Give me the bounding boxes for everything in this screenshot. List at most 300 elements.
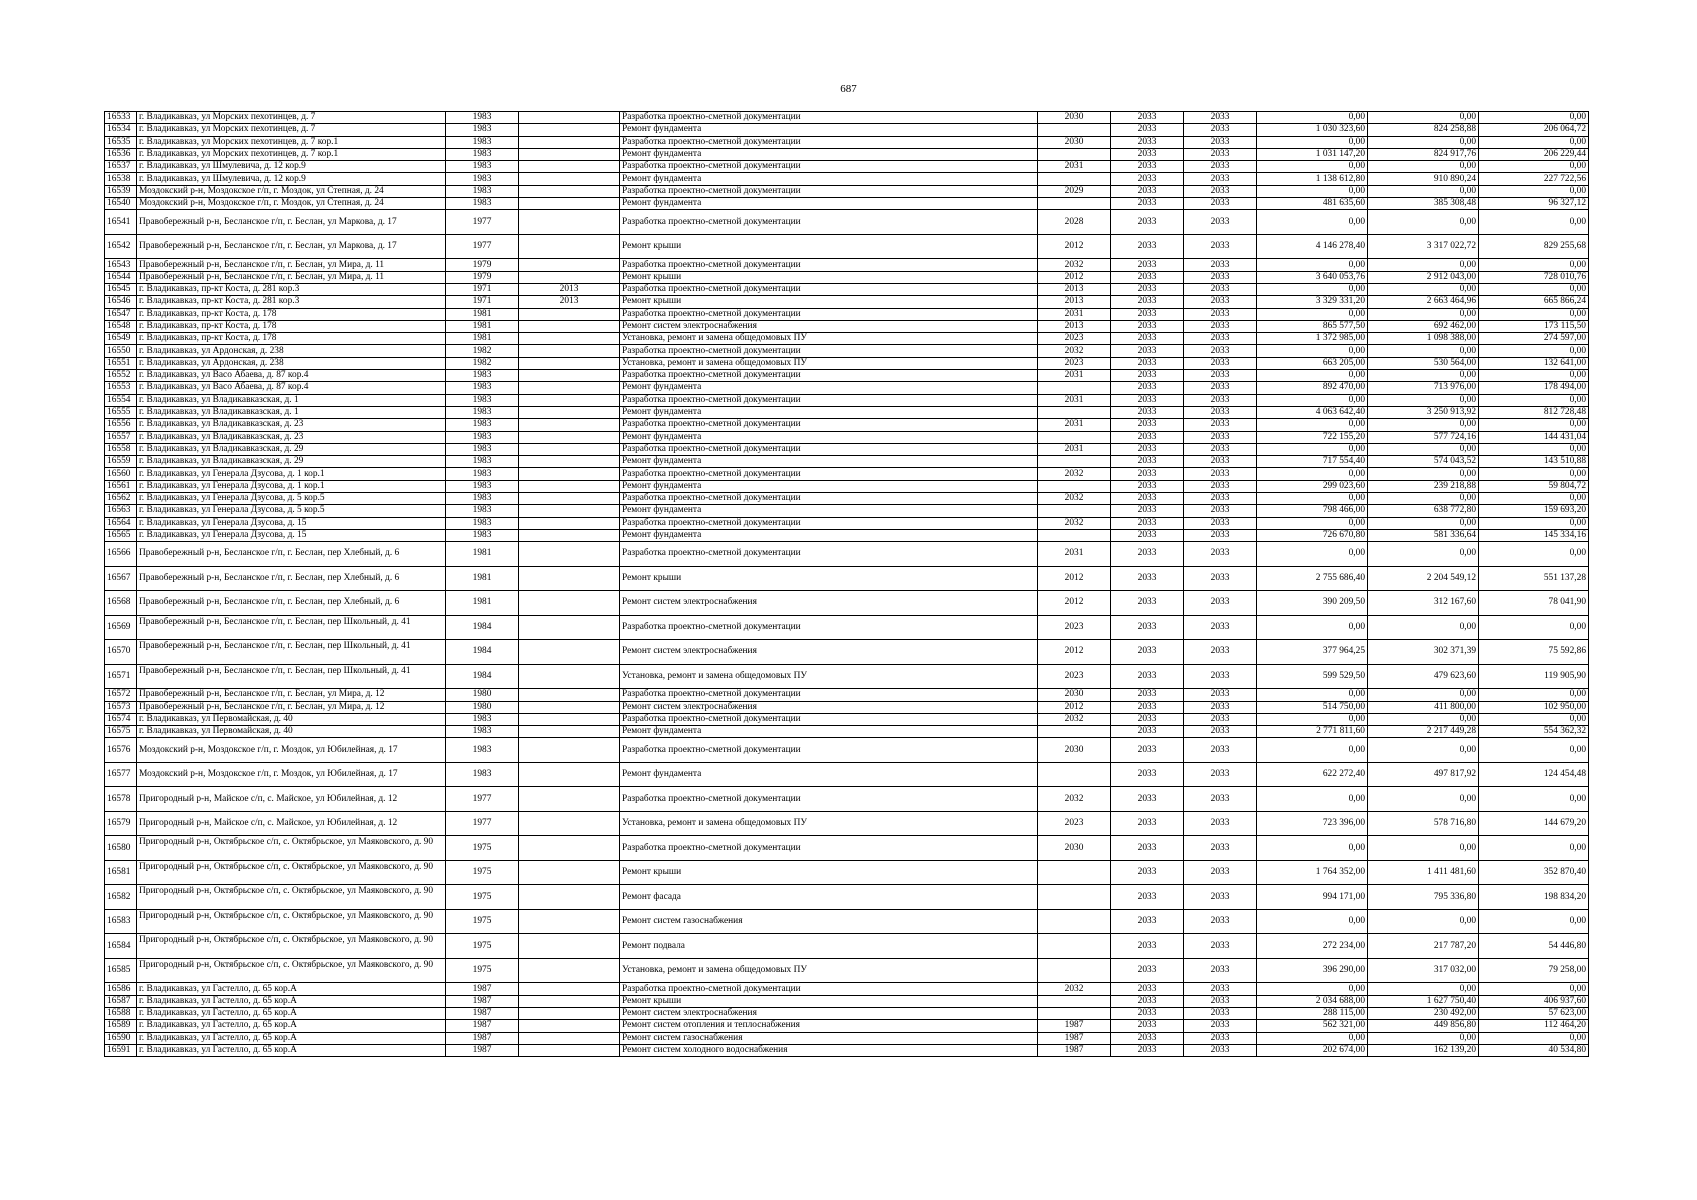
last-repair-year-cell [519, 406, 620, 418]
start-year-cell: 2033 [1111, 456, 1184, 468]
build-year-cell: 1981 [446, 542, 519, 567]
fund-cost-cell: 0,00 [1368, 517, 1479, 529]
build-year-cell: 1983 [446, 198, 519, 210]
table-row [105, 566, 1589, 591]
end-year-cell: 2033 [1184, 210, 1257, 235]
fund-cost-cell: 1 627 750,40 [1368, 995, 1479, 1007]
planned-year-cell: 2013 [1038, 296, 1111, 308]
row-number: 16534 [105, 124, 137, 136]
last-repair-year-cell [519, 320, 620, 332]
end-year-cell: 2033 [1184, 1044, 1257, 1056]
address-cell: Пригородный р-н, Октябрьское с/п, с. Октябрьское, ул Маяковского, д. 90 [137, 958, 446, 983]
build-year-cell: 1983 [446, 762, 519, 787]
address-cell: г. Владикавказ, ул Ардонская, д. 238 [137, 357, 446, 369]
owner-cost-cell: 0,00 [1479, 517, 1589, 529]
owner-cost-cell: 102 950,00 [1479, 701, 1589, 713]
last-repair-year-cell [519, 542, 620, 567]
build-year-cell: 1979 [446, 259, 519, 271]
last-repair-year-cell [519, 909, 620, 934]
total-cost-cell: 865 577,50 [1257, 320, 1368, 332]
planned-year-cell: 2030 [1038, 836, 1111, 861]
last-repair-year-cell [519, 689, 620, 701]
owner-cost-cell: 554 362,32 [1479, 726, 1589, 738]
planned-year-cell [1038, 431, 1111, 443]
end-year-cell: 2033 [1184, 161, 1257, 173]
fund-cost-cell: 3 317 022,72 [1368, 234, 1479, 259]
total-cost-cell: 663 205,00 [1257, 357, 1368, 369]
table-row [105, 664, 1589, 689]
row-number: 16565 [105, 529, 137, 541]
table-row [105, 382, 1589, 394]
owner-cost-cell: 144 431,04 [1479, 431, 1589, 443]
address-cell: Пригородный р-н, Октябрьское с/п, с. Октябрьское, ул Маяковского, д. 90 [137, 934, 446, 959]
owner-cost-cell: 0,00 [1479, 689, 1589, 701]
build-year-cell: 1981 [446, 333, 519, 345]
table-row [105, 983, 1589, 995]
address-cell: г. Владикавказ, пр-кт Коста, д. 281 кор.3 [137, 296, 446, 308]
end-year-cell: 2033 [1184, 320, 1257, 332]
table-row [105, 210, 1589, 235]
total-cost-cell: 0,00 [1257, 283, 1368, 295]
total-cost-cell: 481 635,60 [1257, 198, 1368, 210]
owner-cost-cell: 206 229,44 [1479, 148, 1589, 160]
work-type-cell: Ремонт фундамента [620, 762, 1038, 787]
address-cell: г. Владикавказ, ул Владикавказская, д. 23 [137, 419, 446, 431]
owner-cost-cell: 0,00 [1479, 787, 1589, 812]
fund-cost-cell: 411 800,00 [1368, 701, 1479, 713]
address-cell: г. Владикавказ, ул Гастелло, д. 65 кор.А [137, 1007, 446, 1019]
row-number: 16535 [105, 136, 137, 148]
start-year-cell: 2033 [1111, 468, 1184, 480]
address-cell: г. Владикавказ, ул Гастелло, д. 65 кор.А [137, 995, 446, 1007]
build-year-cell: 1983 [446, 713, 519, 725]
fund-cost-cell: 0,00 [1368, 836, 1479, 861]
build-year-cell: 1977 [446, 234, 519, 259]
fund-cost-cell: 0,00 [1368, 1032, 1479, 1044]
build-year-cell: 1983 [446, 726, 519, 738]
work-type-cell: Разработка проектно-сметной документации [620, 517, 1038, 529]
table-row [105, 419, 1589, 431]
owner-cost-cell: 728 010,76 [1479, 271, 1589, 283]
total-cost-cell: 0,00 [1257, 185, 1368, 197]
owner-cost-cell: 0,00 [1479, 161, 1589, 173]
row-number: 16545 [105, 283, 137, 295]
end-year-cell: 2033 [1184, 909, 1257, 934]
table-row [105, 1032, 1589, 1044]
planned-year-cell: 2029 [1038, 185, 1111, 197]
start-year-cell: 2033 [1111, 726, 1184, 738]
fund-cost-cell: 0,00 [1368, 185, 1479, 197]
planned-year-cell [1038, 1007, 1111, 1019]
fund-cost-cell: 0,00 [1368, 370, 1479, 382]
total-cost-cell: 4 146 278,40 [1257, 234, 1368, 259]
end-year-cell: 2033 [1184, 431, 1257, 443]
planned-year-cell: 2031 [1038, 370, 1111, 382]
work-type-cell: Разработка проектно-сметной документации [620, 713, 1038, 725]
owner-cost-cell: 0,00 [1479, 112, 1589, 124]
work-type-cell: Разработка проектно-сметной документации [620, 493, 1038, 505]
planned-year-cell: 2032 [1038, 493, 1111, 505]
table-row [105, 198, 1589, 210]
fund-cost-cell: 2 204 549,12 [1368, 566, 1479, 591]
work-type-cell: Ремонт фундамента [620, 529, 1038, 541]
work-type-cell: Разработка проектно-сметной документации [620, 259, 1038, 271]
owner-cost-cell: 0,00 [1479, 283, 1589, 295]
address-cell: г. Владикавказ, пр-кт Коста, д. 178 [137, 308, 446, 320]
address-cell: Правобережный р-н, Бесланское г/п, г. Беслан, ул Мира, д. 11 [137, 259, 446, 271]
owner-cost-cell: 0,00 [1479, 443, 1589, 455]
work-type-cell: Ремонт крыши [620, 995, 1038, 1007]
row-number: 16575 [105, 726, 137, 738]
row-number: 16573 [105, 701, 137, 713]
total-cost-cell: 994 171,00 [1257, 885, 1368, 910]
work-type-cell: Ремонт фундамента [620, 198, 1038, 210]
total-cost-cell: 3 329 331,20 [1257, 296, 1368, 308]
end-year-cell: 2033 [1184, 173, 1257, 185]
start-year-cell: 2033 [1111, 995, 1184, 1007]
work-type-cell: Ремонт систем электроснабжения [620, 640, 1038, 665]
build-year-cell: 1977 [446, 787, 519, 812]
fund-cost-cell: 638 772,80 [1368, 505, 1479, 517]
row-number: 16564 [105, 517, 137, 529]
work-type-cell: Ремонт фундамента [620, 382, 1038, 394]
end-year-cell: 2033 [1184, 406, 1257, 418]
planned-year-cell: 2030 [1038, 738, 1111, 763]
start-year-cell: 2033 [1111, 333, 1184, 345]
end-year-cell: 2033 [1184, 983, 1257, 995]
end-year-cell: 2033 [1184, 296, 1257, 308]
work-type-cell: Разработка проектно-сметной документации [620, 542, 1038, 567]
address-cell: Правобережный р-н, Бесланское г/п, г. Беслан, ул Маркова, д. 17 [137, 234, 446, 259]
owner-cost-cell: 0,00 [1479, 493, 1589, 505]
row-number: 16558 [105, 443, 137, 455]
build-year-cell: 1983 [446, 529, 519, 541]
work-type-cell: Ремонт крыши [620, 296, 1038, 308]
table-row [105, 995, 1589, 1007]
row-number: 16584 [105, 934, 137, 959]
last-repair-year-cell [519, 234, 620, 259]
table-row [105, 1007, 1589, 1019]
row-number: 16569 [105, 615, 137, 640]
build-year-cell: 1982 [446, 345, 519, 357]
work-type-cell: Разработка проектно-сметной документации [620, 983, 1038, 995]
owner-cost-cell: 0,00 [1479, 419, 1589, 431]
start-year-cell: 2033 [1111, 394, 1184, 406]
last-repair-year-cell [519, 1044, 620, 1056]
planned-year-cell: 1987 [1038, 1044, 1111, 1056]
table-row [105, 320, 1589, 332]
last-repair-year-cell [519, 271, 620, 283]
total-cost-cell: 0,00 [1257, 713, 1368, 725]
total-cost-cell: 390 209,50 [1257, 591, 1368, 616]
owner-cost-cell: 145 334,16 [1479, 529, 1589, 541]
end-year-cell: 2033 [1184, 701, 1257, 713]
end-year-cell: 2033 [1184, 738, 1257, 763]
last-repair-year-cell [519, 713, 620, 725]
last-repair-year-cell [519, 664, 620, 689]
row-number: 16550 [105, 345, 137, 357]
owner-cost-cell: 0,00 [1479, 185, 1589, 197]
owner-cost-cell: 0,00 [1479, 713, 1589, 725]
planned-year-cell: 2012 [1038, 701, 1111, 713]
total-cost-cell: 4 063 642,40 [1257, 406, 1368, 418]
planned-year-cell: 1987 [1038, 1020, 1111, 1032]
last-repair-year-cell [519, 591, 620, 616]
end-year-cell: 2033 [1184, 370, 1257, 382]
total-cost-cell: 0,00 [1257, 308, 1368, 320]
table-row [105, 542, 1589, 567]
address-cell: г. Владикавказ, ул Владикавказская, д. 29 [137, 443, 446, 455]
owner-cost-cell: 0,00 [1479, 345, 1589, 357]
address-cell: г. Владикавказ, ул Владикавказская, д. 1 [137, 394, 446, 406]
last-repair-year-cell [519, 124, 620, 136]
planned-year-cell [1038, 762, 1111, 787]
fund-cost-cell: 0,00 [1368, 738, 1479, 763]
total-cost-cell: 892 470,00 [1257, 382, 1368, 394]
start-year-cell: 2033 [1111, 517, 1184, 529]
address-cell: г. Владикавказ, ул Первомайская, д. 40 [137, 713, 446, 725]
end-year-cell: 2033 [1184, 836, 1257, 861]
total-cost-cell: 288 115,00 [1257, 1007, 1368, 1019]
table-row [105, 370, 1589, 382]
owner-cost-cell: 178 494,00 [1479, 382, 1589, 394]
address-cell: Правобережный р-н, Бесланское г/п, г. Беслан, пер Школьный, д. 41 [137, 664, 446, 689]
build-year-cell: 1987 [446, 995, 519, 1007]
table-row [105, 333, 1589, 345]
fund-cost-cell: 0,00 [1368, 615, 1479, 640]
owner-cost-cell: 96 327,12 [1479, 198, 1589, 210]
row-number: 16539 [105, 185, 137, 197]
total-cost-cell: 202 674,00 [1257, 1044, 1368, 1056]
last-repair-year-cell [519, 505, 620, 517]
start-year-cell: 2033 [1111, 591, 1184, 616]
work-type-cell: Установка, ремонт и замена общедомовых ПУ [620, 357, 1038, 369]
last-repair-year-cell [519, 983, 620, 995]
last-repair-year-cell [519, 210, 620, 235]
build-year-cell: 1984 [446, 615, 519, 640]
owner-cost-cell: 124 454,48 [1479, 762, 1589, 787]
total-cost-cell: 0,00 [1257, 112, 1368, 124]
work-type-cell: Ремонт систем электроснабжения [620, 1007, 1038, 1019]
table-row [105, 480, 1589, 492]
row-number: 16543 [105, 259, 137, 271]
build-year-cell: 1981 [446, 308, 519, 320]
build-year-cell: 1983 [446, 185, 519, 197]
last-repair-year-cell [519, 173, 620, 185]
build-year-cell: 1977 [446, 811, 519, 836]
fund-cost-cell: 0,00 [1368, 259, 1479, 271]
build-year-cell: 1984 [446, 664, 519, 689]
start-year-cell: 2033 [1111, 689, 1184, 701]
address-cell: г. Владикавказ, ул Генерала Дзусова, д. 15 [137, 529, 446, 541]
address-cell: Моздокский р-н, Моздокское г/п, г. Моздок, ул Степная, д. 24 [137, 198, 446, 210]
total-cost-cell: 272 234,00 [1257, 934, 1368, 959]
planned-year-cell: 2023 [1038, 664, 1111, 689]
end-year-cell: 2033 [1184, 259, 1257, 271]
address-cell: Пригородный р-н, Октябрьское с/п, с. Октябрьское, ул Маяковского, д. 90 [137, 885, 446, 910]
owner-cost-cell: 551 137,28 [1479, 566, 1589, 591]
fund-cost-cell: 574 043,52 [1368, 456, 1479, 468]
address-cell: г. Владикавказ, пр-кт Коста, д. 178 [137, 320, 446, 332]
total-cost-cell: 0,00 [1257, 345, 1368, 357]
total-cost-cell: 0,00 [1257, 468, 1368, 480]
planned-year-cell: 2031 [1038, 419, 1111, 431]
address-cell: г. Владикавказ, ул Генерала Дзусова, д. 1 кор.1 [137, 480, 446, 492]
work-type-cell: Ремонт крыши [620, 234, 1038, 259]
fund-cost-cell: 0,00 [1368, 112, 1479, 124]
fund-cost-cell: 0,00 [1368, 345, 1479, 357]
end-year-cell: 2033 [1184, 885, 1257, 910]
total-cost-cell: 514 750,00 [1257, 701, 1368, 713]
last-repair-year-cell [519, 615, 620, 640]
fund-cost-cell: 239 218,88 [1368, 480, 1479, 492]
address-cell: Пригородный р-н, Октябрьское с/п, с. Октябрьское, ул Маяковского, д. 90 [137, 860, 446, 885]
planned-year-cell: 2013 [1038, 283, 1111, 295]
work-type-cell: Ремонт фундамента [620, 124, 1038, 136]
start-year-cell: 2033 [1111, 357, 1184, 369]
owner-cost-cell: 173 115,50 [1479, 320, 1589, 332]
owner-cost-cell: 159 693,20 [1479, 505, 1589, 517]
start-year-cell: 2033 [1111, 566, 1184, 591]
address-cell: г. Владикавказ, пр-кт Коста, д. 178 [137, 333, 446, 345]
fund-cost-cell: 449 856,80 [1368, 1020, 1479, 1032]
build-year-cell: 1971 [446, 283, 519, 295]
end-year-cell: 2033 [1184, 664, 1257, 689]
fund-cost-cell: 385 308,48 [1368, 198, 1479, 210]
table-row [105, 443, 1589, 455]
start-year-cell: 2033 [1111, 345, 1184, 357]
planned-year-cell [1038, 909, 1111, 934]
planned-year-cell: 2030 [1038, 689, 1111, 701]
build-year-cell: 1983 [446, 148, 519, 160]
build-year-cell: 1980 [446, 689, 519, 701]
address-cell: г. Владикавказ, ул Васо Абаева, д. 87 кор.4 [137, 382, 446, 394]
row-number: 16588 [105, 1007, 137, 1019]
row-number: 16537 [105, 161, 137, 173]
address-cell: Пригородный р-н, Майское с/п, с. Майское, ул Юбилейная, д. 12 [137, 811, 446, 836]
planned-year-cell: 2031 [1038, 394, 1111, 406]
build-year-cell: 1975 [446, 909, 519, 934]
work-type-cell: Установка, ремонт и замена общедомовых ПУ [620, 664, 1038, 689]
row-number: 16560 [105, 468, 137, 480]
last-repair-year-cell [519, 640, 620, 665]
fund-cost-cell: 577 724,16 [1368, 431, 1479, 443]
end-year-cell: 2033 [1184, 456, 1257, 468]
build-year-cell: 1983 [446, 443, 519, 455]
planned-year-cell [1038, 860, 1111, 885]
table-row [105, 283, 1589, 295]
planned-year-cell: 2032 [1038, 259, 1111, 271]
work-type-cell: Установка, ремонт и замена общедомовых ПУ [620, 811, 1038, 836]
table-row [105, 112, 1589, 124]
fund-cost-cell: 0,00 [1368, 443, 1479, 455]
last-repair-year-cell [519, 382, 620, 394]
address-cell: Правобережный р-н, Бесланское г/п, г. Беслан, пер Школьный, д. 41 [137, 615, 446, 640]
planned-year-cell: 2032 [1038, 468, 1111, 480]
table-row [105, 811, 1589, 836]
start-year-cell: 2033 [1111, 271, 1184, 283]
work-type-cell: Ремонт крыши [620, 271, 1038, 283]
start-year-cell: 2033 [1111, 382, 1184, 394]
table-row [105, 259, 1589, 271]
build-year-cell: 1980 [446, 701, 519, 713]
last-repair-year-cell [519, 726, 620, 738]
end-year-cell: 2033 [1184, 934, 1257, 959]
owner-cost-cell: 352 870,40 [1479, 860, 1589, 885]
start-year-cell: 2033 [1111, 210, 1184, 235]
total-cost-cell: 0,00 [1257, 493, 1368, 505]
start-year-cell: 2033 [1111, 885, 1184, 910]
build-year-cell: 1983 [446, 406, 519, 418]
work-type-cell: Разработка проектно-сметной документации [620, 443, 1038, 455]
address-cell: г. Владикавказ, ул Владикавказская, д. 1 [137, 406, 446, 418]
fund-cost-cell: 162 139,20 [1368, 1044, 1479, 1056]
work-type-cell: Разработка проектно-сметной документации [620, 185, 1038, 197]
work-type-cell: Разработка проектно-сметной документации [620, 283, 1038, 295]
start-year-cell: 2033 [1111, 406, 1184, 418]
work-type-cell: Разработка проектно-сметной документации [620, 468, 1038, 480]
build-year-cell: 1982 [446, 357, 519, 369]
address-cell: г. Владикавказ, ул Генерала Дзусова, д. 15 [137, 517, 446, 529]
last-repair-year-cell [519, 148, 620, 160]
end-year-cell: 2033 [1184, 124, 1257, 136]
last-repair-year-cell [519, 529, 620, 541]
table-row [105, 124, 1589, 136]
work-type-cell: Разработка проектно-сметной документации [620, 738, 1038, 763]
work-type-cell: Ремонт фундамента [620, 148, 1038, 160]
row-number: 16553 [105, 382, 137, 394]
table-row [105, 456, 1589, 468]
build-year-cell: 1987 [446, 1007, 519, 1019]
start-year-cell: 2033 [1111, 811, 1184, 836]
last-repair-year-cell [519, 136, 620, 148]
work-type-cell: Разработка проектно-сметной документации [620, 419, 1038, 431]
owner-cost-cell: 829 255,68 [1479, 234, 1589, 259]
total-cost-cell: 1 764 352,00 [1257, 860, 1368, 885]
start-year-cell: 2033 [1111, 713, 1184, 725]
end-year-cell: 2033 [1184, 345, 1257, 357]
address-cell: г. Владикавказ, ул Гастелло, д. 65 кор.А [137, 1032, 446, 1044]
fund-cost-cell: 692 462,00 [1368, 320, 1479, 332]
start-year-cell: 2033 [1111, 1007, 1184, 1019]
end-year-cell: 2033 [1184, 529, 1257, 541]
last-repair-year-cell [519, 308, 620, 320]
end-year-cell: 2033 [1184, 136, 1257, 148]
last-repair-year-cell [519, 480, 620, 492]
work-type-cell: Разработка проектно-сметной документации [620, 689, 1038, 701]
end-year-cell: 2033 [1184, 640, 1257, 665]
table-row [105, 713, 1589, 725]
start-year-cell: 2033 [1111, 958, 1184, 983]
row-number: 16587 [105, 995, 137, 1007]
row-number: 16540 [105, 198, 137, 210]
work-type-cell: Ремонт фундамента [620, 726, 1038, 738]
start-year-cell: 2033 [1111, 320, 1184, 332]
last-repair-year-cell [519, 934, 620, 959]
total-cost-cell: 1 372 985,00 [1257, 333, 1368, 345]
start-year-cell: 2033 [1111, 1044, 1184, 1056]
build-year-cell: 1984 [446, 640, 519, 665]
owner-cost-cell: 406 937,60 [1479, 995, 1589, 1007]
address-cell: Правобережный р-н, Бесланское г/п, г. Беслан, ул Мира, д. 12 [137, 701, 446, 713]
owner-cost-cell: 0,00 [1479, 1032, 1589, 1044]
owner-cost-cell: 0,00 [1479, 136, 1589, 148]
row-number: 16566 [105, 542, 137, 567]
table-row [105, 517, 1589, 529]
table-row [105, 136, 1589, 148]
total-cost-cell: 726 670,80 [1257, 529, 1368, 541]
last-repair-year-cell [519, 762, 620, 787]
